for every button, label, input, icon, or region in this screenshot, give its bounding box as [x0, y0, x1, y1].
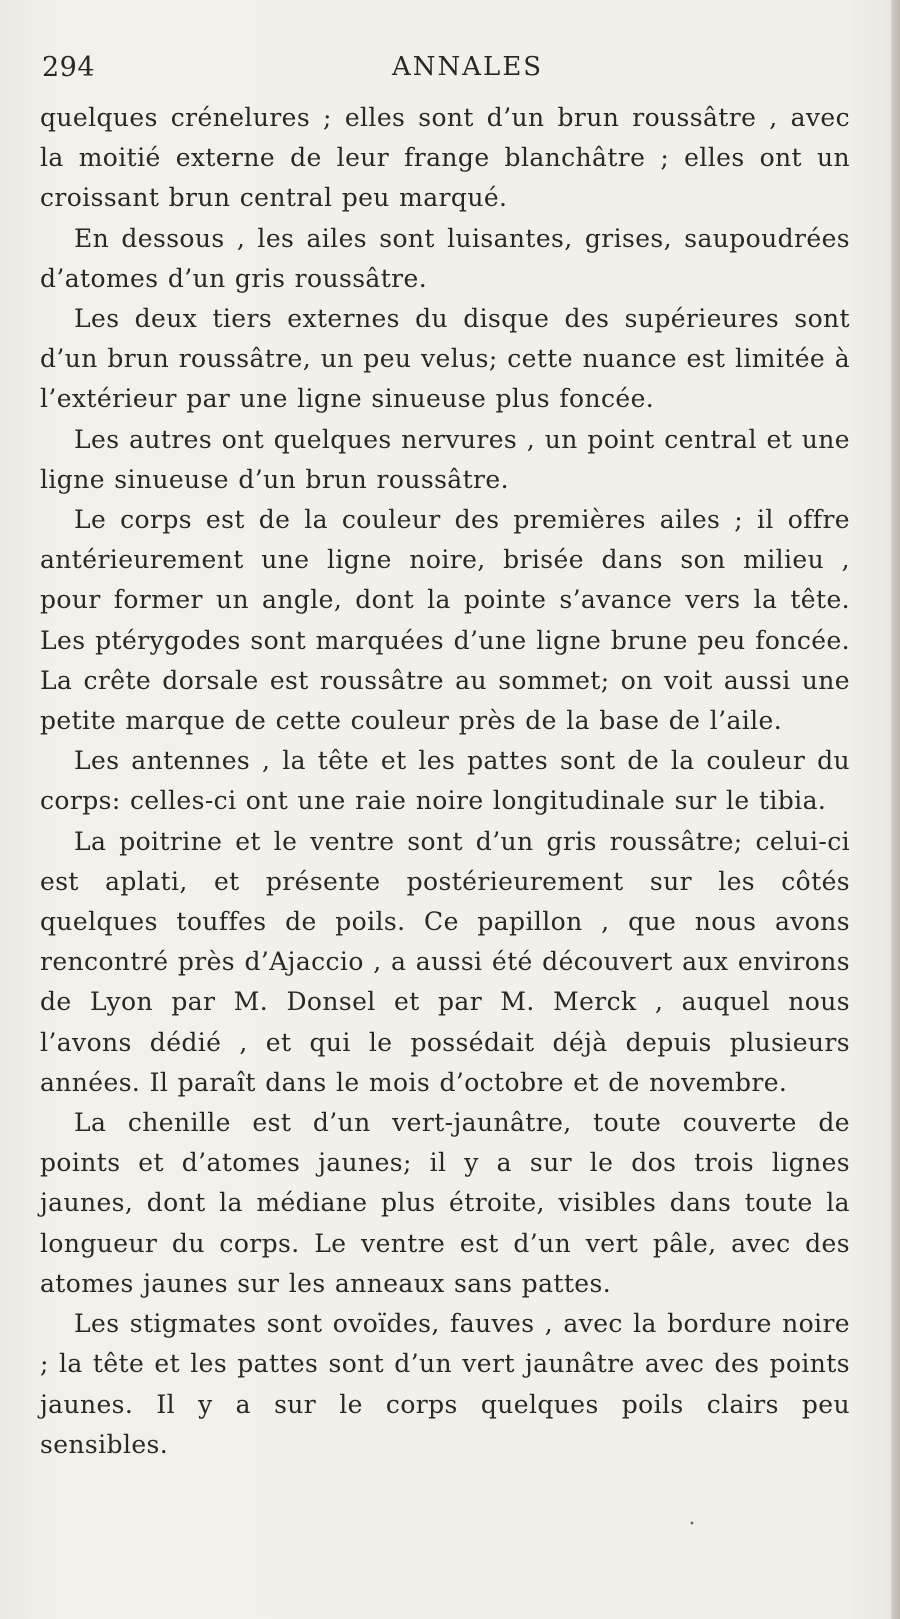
paragraph: La chenille est d’un vert-jaunâtre, toute couverte de points et d’atomes jaunes; il y a sur le dos trois lignes jaunes, dont la médiane plus étroite, visibles dans toute la longueur du corps. Le ventre est d’un vert pâle, avec des atomes jaunes sur les anneaux sans pattes.: [40, 1108, 850, 1298]
page-edge-shadow: [891, 0, 900, 1619]
paragraph: Les stigmates sont ovoïdes, fauves , avec la bordure noire ; la tête et les pattes sont d’un vert jaunâtre avec des points jaunes. Il y a sur le corps quelques poils clairs peu sensibles.: [40, 1309, 850, 1459]
paragraph: Les autres ont quelques nervures , un point central et une ligne sinueuse d’un brun roussâtre.: [40, 424, 850, 494]
paragraph: quelques crénelures ; elles sont d’un brun roussâtre , avec la moitié externe de leur frange blanchâtre ; elles ont un croissant brun central peu marqué.: [40, 103, 850, 213]
paragraph: Les deux tiers externes du disque des supérieures sont d’un brun roussâtre, un peu velus; cette nuance est limitée à l’extérieur par une ligne sinueuse plus foncée.: [40, 304, 850, 414]
paragraph: Le corps est de la couleur des premières ailes ; il offre antérieurement une ligne noire, brisée dans son milieu , pour former un angle, dont la pointe s’avance vers la tête. Les ptérygodes sont marquées d’une ligne brune peu foncée. La crête dorsale est roussâtre au sommet; on voit aussi une petite marque de cette couleur près de la base de l’aile.: [40, 505, 850, 736]
paragraph: En dessous , les ailes sont luisantes, grises, saupoudrées d’atomes d’un gris roussâtre.: [40, 223, 850, 293]
page-header: [42, 52, 822, 86]
running-title: ANNALES: [392, 52, 544, 82]
page-number: 294: [42, 52, 96, 83]
paragraph: Les antennes , la tête et les pattes sont de la couleur du corps: celles-ci ont une raie noire longitudinale sur le tibia.: [40, 746, 850, 816]
printers-mark: •: [689, 1519, 695, 1530]
paragraph: La poitrine et le ventre sont d’un gris roussâtre; celui-ci est aplati, et présente postérieurement sur les côtés quelques touffes de poils. Ce papillon , que nous avons rencontré près d’Ajaccio , a aussi été découvert aux environs de Lyon par M. Donsel et par M. Merck , auquel nous l’avons dédié , et qui le possédait déjà depuis plusieurs années. Il paraît dans le mois d’octobre et de novembre.: [40, 826, 850, 1097]
body-text: [40, 98, 850, 1465]
